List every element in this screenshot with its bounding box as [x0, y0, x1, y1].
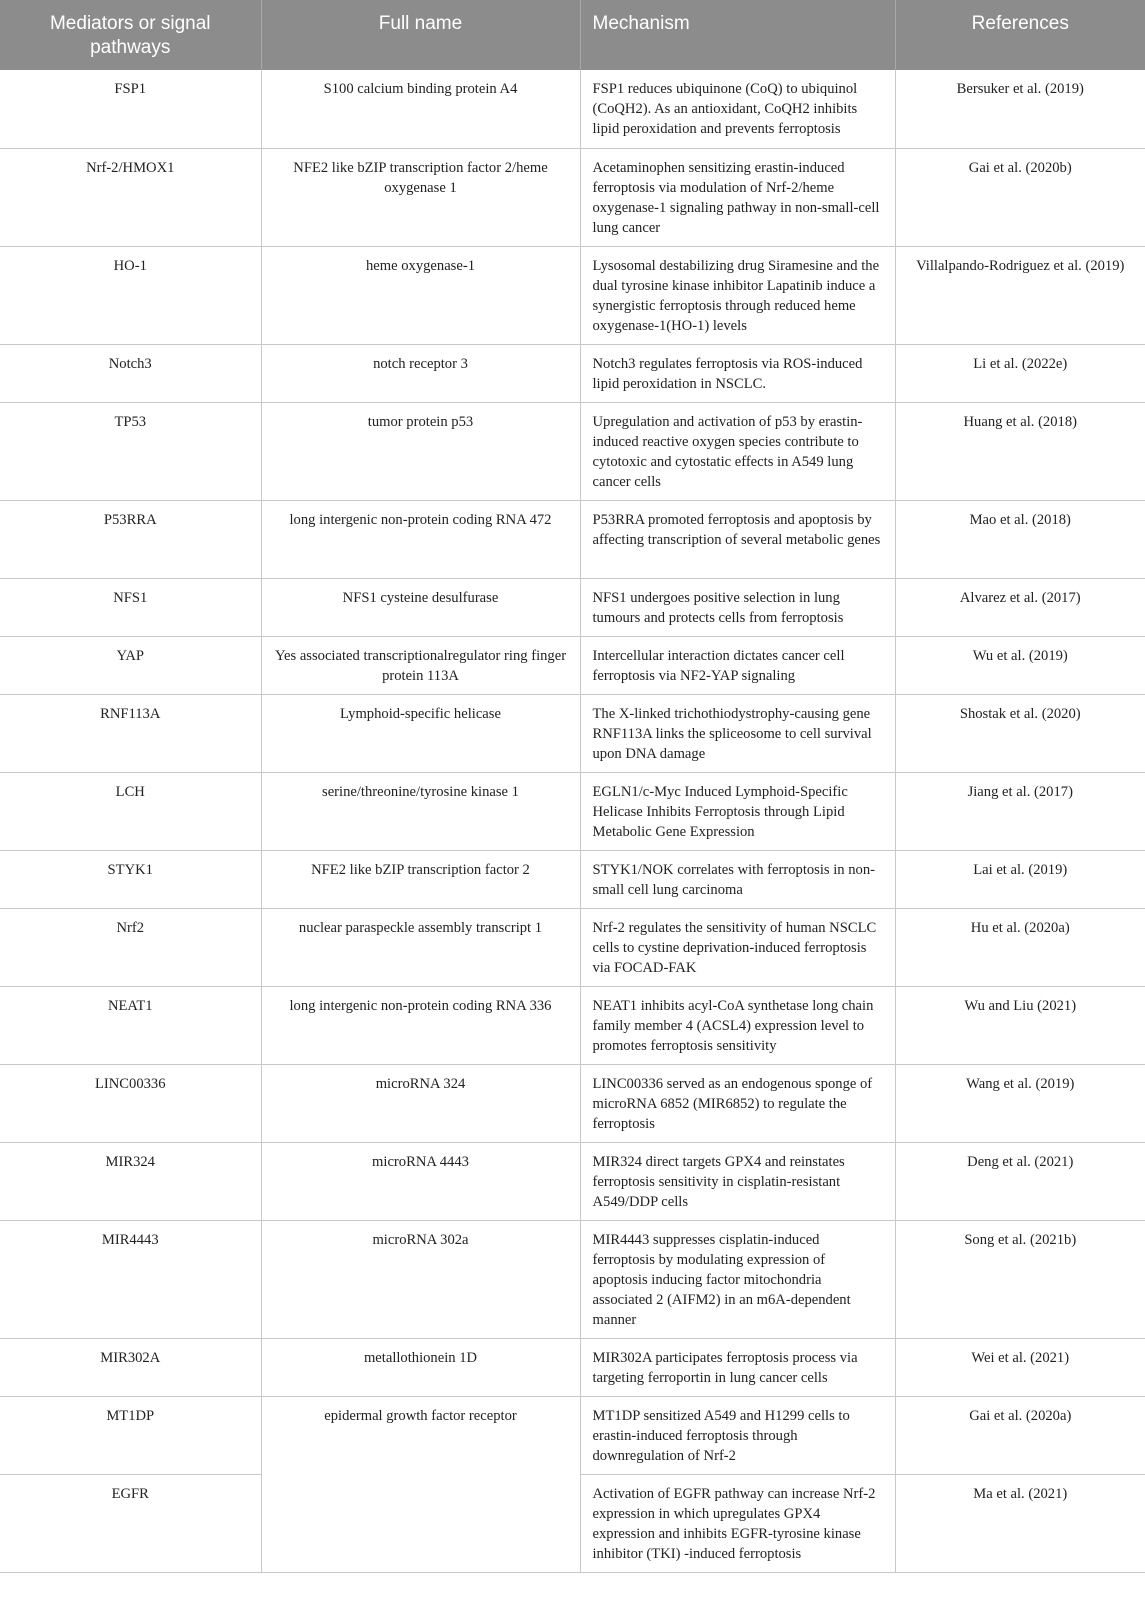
cell-full-name: notch receptor 3: [261, 344, 580, 402]
cell-mediator: MIR4443: [0, 1220, 261, 1338]
table-row: [0, 402, 1145, 500]
cell-mediator: P53RRA: [0, 500, 261, 578]
cell-full-name: Lymphoid-specific helicase: [261, 694, 580, 772]
cell-mediator: Nrf2: [0, 908, 261, 986]
table-header-row: [0, 0, 1145, 70]
cell-reference: Shostak et al. (2020): [895, 694, 1145, 772]
cell-full-name: NFE2 like bZIP transcription factor 2: [261, 850, 580, 908]
header-full-name: Full name: [261, 0, 580, 70]
cell-mechanism: NFS1 undergoes positive selection in lung tumours and protects cells from ferroptosis: [580, 578, 895, 636]
cell-mediator: MT1DP: [0, 1396, 261, 1474]
cell-reference: Lai et al. (2019): [895, 850, 1145, 908]
table-row: [0, 1142, 1145, 1220]
cell-mechanism: EGLN1/c-Myc Induced Lymphoid-Specific Helicase Inhibits Ferroptosis through Lipid Metabolic Gene Expression: [580, 772, 895, 850]
table-row: [0, 148, 1145, 246]
cell-mediator: MIR324: [0, 1142, 261, 1220]
table-row: [0, 694, 1145, 772]
table-row: [0, 246, 1145, 344]
table-row: [0, 986, 1145, 1064]
cell-reference: Jiang et al. (2017): [895, 772, 1145, 850]
cell-reference: Song et al. (2021b): [895, 1220, 1145, 1338]
table-body: [0, 70, 1145, 1572]
table-row: [0, 70, 1145, 148]
cell-mediator: LCH: [0, 772, 261, 850]
cell-mechanism: Nrf-2 regulates the sensitivity of human NSCLC cells to cystine deprivation-induced ferroptosis via FOCAD-FAK: [580, 908, 895, 986]
cell-full-name: microRNA 302a: [261, 1220, 580, 1338]
cell-mediator: STYK1: [0, 850, 261, 908]
table-row: [0, 850, 1145, 908]
cell-mechanism: MIR302A participates ferroptosis process via targeting ferroportin in lung cancer cells: [580, 1338, 895, 1396]
cell-mediator: RNF113A: [0, 694, 261, 772]
cell-mechanism: MIR324 direct targets GPX4 and reinstates ferroptosis sensitivity in cisplatin-resistant A549/DDP cells: [580, 1142, 895, 1220]
cell-reference: Li et al. (2022e): [895, 344, 1145, 402]
cell-full-name: metallothionein 1D: [261, 1338, 580, 1396]
cell-full-name: microRNA 4443: [261, 1142, 580, 1220]
cell-mechanism: STYK1/NOK correlates with ferroptosis in non-small cell lung carcinoma: [580, 850, 895, 908]
header-references: References: [895, 0, 1145, 70]
cell-reference: Gai et al. (2020a): [895, 1396, 1145, 1474]
cell-full-name: tumor protein p53: [261, 402, 580, 500]
cell-mediator: YAP: [0, 636, 261, 694]
table-row: [0, 1396, 1145, 1474]
cell-mechanism: P53RRA promoted ferroptosis and apoptosis by affecting transcription of several metabolic genes: [580, 500, 895, 578]
cell-mediator: Notch3: [0, 344, 261, 402]
table-row: [0, 1220, 1145, 1338]
cell-full-name: epidermal growth factor receptor: [261, 1396, 580, 1572]
cell-reference: Wu et al. (2019): [895, 636, 1145, 694]
cell-reference: Wei et al. (2021): [895, 1338, 1145, 1396]
table-row: [0, 908, 1145, 986]
cell-mediator: HO-1: [0, 246, 261, 344]
table-row: [0, 1064, 1145, 1142]
cell-mechanism: NEAT1 inhibits acyl-CoA synthetase long chain family member 4 (ACSL4) expression level to promotes ferroptosis sensitivity: [580, 986, 895, 1064]
cell-reference: Wu and Liu (2021): [895, 986, 1145, 1064]
cell-reference: Alvarez et al. (2017): [895, 578, 1145, 636]
cell-full-name: nuclear paraspeckle assembly transcript 1: [261, 908, 580, 986]
table-row: [0, 578, 1145, 636]
cell-full-name: NFE2 like bZIP transcription factor 2/heme oxygenase 1: [261, 148, 580, 246]
cell-reference: Villalpando-Rodriguez et al. (2019): [895, 246, 1145, 344]
cell-mediator: Nrf-2/HMOX1: [0, 148, 261, 246]
table-row: [0, 344, 1145, 402]
cell-reference: Huang et al. (2018): [895, 402, 1145, 500]
table-row: [0, 1338, 1145, 1396]
cell-mechanism: MT1DP sensitized A549 and H1299 cells to erastin-induced ferroptosis through downregulation of Nrf-2: [580, 1396, 895, 1474]
cell-reference: Hu et al. (2020a): [895, 908, 1145, 986]
table-row: [0, 500, 1145, 578]
cell-mechanism: Intercellular interaction dictates cancer cell ferroptosis via NF2-YAP signaling: [580, 636, 895, 694]
cell-mechanism: MIR4443 suppresses cisplatin-induced ferroptosis by modulating expression of apoptosis inducing factor mitochondria associated 2 (AIFM2) in an m6A-dependent manner: [580, 1220, 895, 1338]
cell-full-name: long intergenic non-protein coding RNA 336: [261, 986, 580, 1064]
cell-reference: Bersuker et al. (2019): [895, 70, 1145, 148]
cell-full-name: long intergenic non-protein coding RNA 472: [261, 500, 580, 578]
cell-mechanism: Activation of EGFR pathway can increase Nrf-2 expression in which upregulates GPX4 expression and inhibits EGFR-tyrosine kinase inhibitor (TKI) -induced ferroptosis: [580, 1474, 895, 1572]
cell-mechanism: Acetaminophen sensitizing erastin-induced ferroptosis via modulation of Nrf-2/heme oxygenase-1 signaling pathway in non-small-cell lung cancer: [580, 148, 895, 246]
cell-mediator: LINC00336: [0, 1064, 261, 1142]
cell-mediator: MIR302A: [0, 1338, 261, 1396]
cell-reference: Gai et al. (2020b): [895, 148, 1145, 246]
cell-mechanism: The X-linked trichothiodystrophy-causing gene RNF113A links the spliceosome to cell survival upon DNA damage: [580, 694, 895, 772]
cell-reference: Ma et al. (2021): [895, 1474, 1145, 1572]
cell-full-name: NFS1 cysteine desulfurase: [261, 578, 580, 636]
table-row: [0, 772, 1145, 850]
cell-mediator: NFS1: [0, 578, 261, 636]
cell-mechanism: LINC00336 served as an endogenous sponge of microRNA 6852 (MIR6852) to regulate the ferroptosis: [580, 1064, 895, 1142]
cell-reference: Mao et al. (2018): [895, 500, 1145, 578]
header-mechanism: Mechanism: [580, 0, 895, 70]
cell-mediator: EGFR: [0, 1474, 261, 1572]
cell-full-name: microRNA 324: [261, 1064, 580, 1142]
cell-mediator: TP53: [0, 402, 261, 500]
cell-full-name: serine/threonine/tyrosine kinase 1: [261, 772, 580, 850]
table-row: [0, 636, 1145, 694]
cell-mechanism: Lysosomal destabilizing drug Siramesine and the dual tyrosine kinase inhibitor Lapatinib induce a synergistic ferroptosis through reduced heme oxygenase-1(HO-1) levels: [580, 246, 895, 344]
cell-mechanism: Notch3 regulates ferroptosis via ROS-induced lipid peroxidation in NSCLC.: [580, 344, 895, 402]
cell-mediator: NEAT1: [0, 986, 261, 1064]
cell-reference: Wang et al. (2019): [895, 1064, 1145, 1142]
cell-mechanism: FSP1 reduces ubiquinone (CoQ) to ubiquinol (CoQH2). As an antioxidant, CoQH2 inhibits lipid peroxidation and prevents ferroptosis: [580, 70, 895, 148]
cell-mediator: FSP1: [0, 70, 261, 148]
cell-full-name: Yes associated transcriptionalregulator ring finger protein 113A: [261, 636, 580, 694]
header-mediators: Mediators or signal pathways: [0, 0, 261, 70]
cell-reference: Deng et al. (2021): [895, 1142, 1145, 1220]
cell-mechanism: Upregulation and activation of p53 by erastin-induced reactive oxygen species contribute to cytotoxic and cytostatic effects in A549 lung cancer cells: [580, 402, 895, 500]
cell-full-name: heme oxygenase-1: [261, 246, 580, 344]
cell-full-name: S100 calcium binding protein A4: [261, 70, 580, 148]
